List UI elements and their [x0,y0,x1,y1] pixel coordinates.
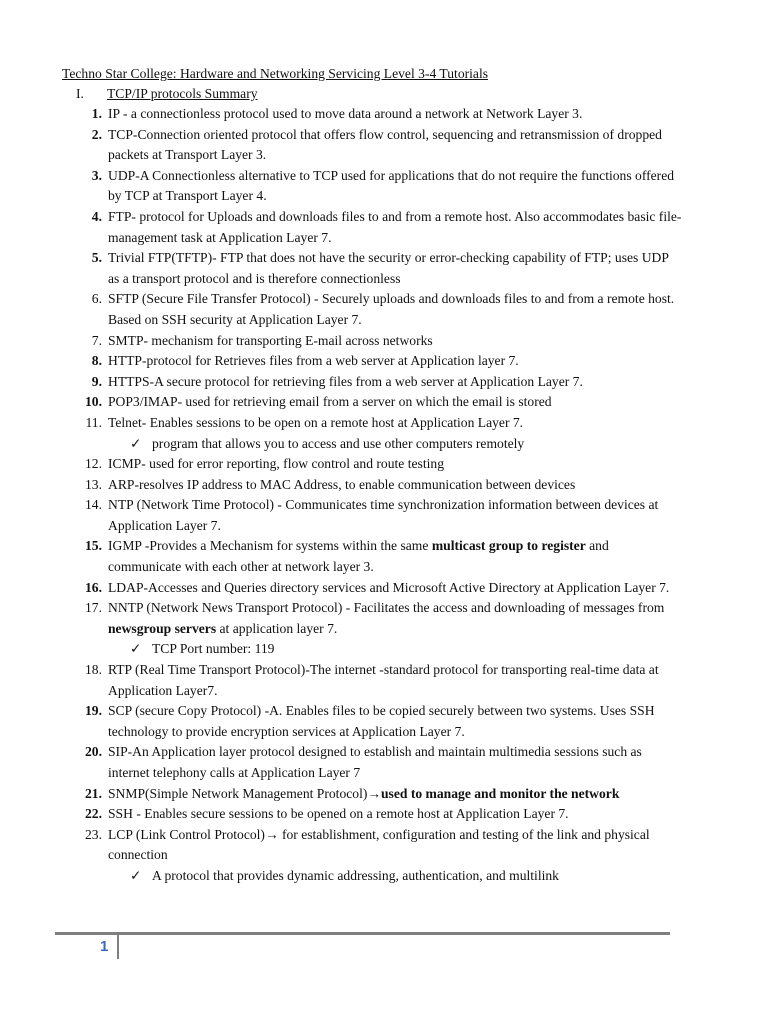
list-item-text: SMTP- mechanism for transporting E-mail across networks [108,332,433,348]
list-item [0,372,683,393]
sub-bullet [0,639,768,660]
list-item [0,784,683,805]
list-item-text: SNMP(Simple Network Management Protocol) [108,785,368,801]
list-item-number: 10. [85,394,102,410]
list-item [0,125,683,166]
checkmark-icon: ✓ [130,435,142,451]
sub-bullet [0,434,768,455]
list-item-number: 13. [85,476,102,492]
section-number: I. [76,86,84,101]
list-item-text: at application layer 7. [216,620,338,636]
list-item [0,660,683,701]
list-item-text: for establishment, configuration and testing of the link and physical connection [108,826,650,863]
document-header: Techno Star College: Hardware and Networking Servicing Level 3-4 Tutorials [62,66,489,81]
list-item-text: HTTPS-A secure protocol for retrieving files from a web server at Application Layer 7. [108,373,583,389]
list-item [0,578,683,599]
list-item [0,166,683,207]
list-item [0,351,683,372]
list-item-number: 6. [91,291,102,307]
list-item-number: 15. [85,538,102,554]
arrow-icon: → [367,785,381,801]
protocol-list [0,104,768,887]
list-item-number: 17. [85,600,102,616]
section-heading [76,84,258,104]
sub-bullet-text: A protocol that provides dynamic addressing, authentication, and multilink [152,867,559,883]
checkmark-icon: ✓ [130,641,142,657]
list-item-text: Telnet- Enables sessions to be open on a remote host at Application Layer 7. [108,414,524,430]
list-item-text: TCP-Connection oriented protocol that offers flow control, sequencing and retransmission of dropped packets at Transport Layer 3. [108,126,662,163]
sub-bullet-text: program that allows you to access and use other computers remotely [152,435,525,451]
list-item [0,413,683,434]
list-item-text: and communicate with each other at network layer 3. [108,538,609,575]
section-title: TCP/IP protocols Summary [107,86,258,101]
list-item-text: ICMP- used for error reporting, flow control and route testing [108,456,444,472]
list-item-number: 1. [91,106,102,121]
list-item [0,289,683,330]
footer-separator [117,935,119,959]
list-item-number: 23. [85,826,102,842]
list-item-number: 21. [85,785,102,801]
list-item-text: FTP- protocol for Uploads and downloads files to and from a remote host. Also accommodates basic file-management task at Application Layer 7. [108,208,682,245]
list-item-emphasis: used to manage and monitor the network [380,785,620,801]
list-item-text: RTP (Real Time Transport Protocol)-The internet -standard protocol for transporting real-time data at Application Layer7. [108,662,659,698]
list-item [0,536,683,577]
list-item [0,331,683,352]
list-item-number: 4. [91,208,102,224]
list-item-number: 20. [85,744,102,760]
list-item-text: POP3/IMAP- used for retrieving email from a server on which the email is stored [108,394,552,410]
list-item-number: 2. [91,126,102,142]
list-item-number: 18. [85,662,102,678]
list-item-text: SSH - Enables secure sessions to be opened on a remote host at Application Layer 7. [108,806,569,822]
list-item-text: SFTP (Secure File Transfer Protocol) - Securely uploads and downloads files to and from a remote host. Based on SSH security at Application Layer 7. [108,291,675,327]
list-item-text: IGMP -Provides a Mechanism for systems within the same [108,538,432,554]
list-item-number: 14. [85,497,102,513]
list-item-number: 5. [91,250,102,266]
list-item [0,454,683,475]
list-item [0,248,683,289]
list-item-text: SIP-An Application layer protocol designed to establish and maintain multimedia sessions such as internet telephony calls at Application Layer 7 [108,744,642,780]
list-item-number: 12. [85,456,102,472]
list-item-text: IP - a connectionless protocol used to move data around a network at Network Layer 3. [108,106,583,121]
list-item-text: ARP-resolves IP address to MAC Address, to enable communication between devices [108,476,576,492]
list-item [0,207,683,248]
list-item-number: 9. [91,373,102,389]
list-item [0,495,683,536]
list-item-text: SCP (secure Copy Protocol) -A. Enables files to be copied securely between two systems. Uses SSH technology to provide encryption services at Application Layer 7. [108,703,655,739]
list-item-number: 19. [85,703,102,719]
list-item-emphasis: multicast group to register [431,538,586,554]
sub-bullet-text: TCP Port number: 119 [152,641,275,657]
list-item-text: NNTP (Network News Transport Protocol) - Facilitates the access and downloading of messages from [108,600,665,616]
list-item-text: HTTP-protocol for Retrieves files from a web server at Application layer 7. [108,353,519,369]
list-item [0,475,683,496]
sub-bullet [0,866,768,887]
list-item [0,104,683,125]
list-item-emphasis: newsgroup servers [108,620,217,636]
list-item-text: NTP (Network Time Protocol) - Communicates time synchronization information between devices at Application Layer 7. [108,497,659,533]
list-item-number: 8. [91,353,102,369]
list-item-number: 3. [91,167,102,183]
arrow-icon: → [264,826,279,842]
list-item-number: 7. [91,332,102,348]
list-item-text: UDP-A Connectionless alternative to TCP used for applications that do not require the functions offered by TCP at Transport Layer 4. [108,167,675,204]
page-number: 1 [100,938,109,955]
list-item-text: LDAP-Accesses and Queries directory services and Microsoft Active Directory at Application Layer 7. [108,579,670,595]
list-item-number: 11. [85,414,102,430]
list-item-text: LCP (Link Control Protocol) [108,826,265,842]
list-item [0,598,683,639]
list-item [0,701,683,742]
list-item-number: 22. [85,806,102,822]
checkmark-icon: ✓ [130,867,142,883]
list-item [0,392,683,413]
list-item-number: 16. [85,579,102,595]
list-item [0,825,683,866]
list-item [0,804,683,825]
list-item [0,742,683,783]
list-item-text: Trivial FTP(TFTP)- FTP that does not have the security or error-checking capability of FTP; uses UDP as a transport protocol and is therefore connectionless [108,250,669,286]
footer-rule [55,932,670,935]
